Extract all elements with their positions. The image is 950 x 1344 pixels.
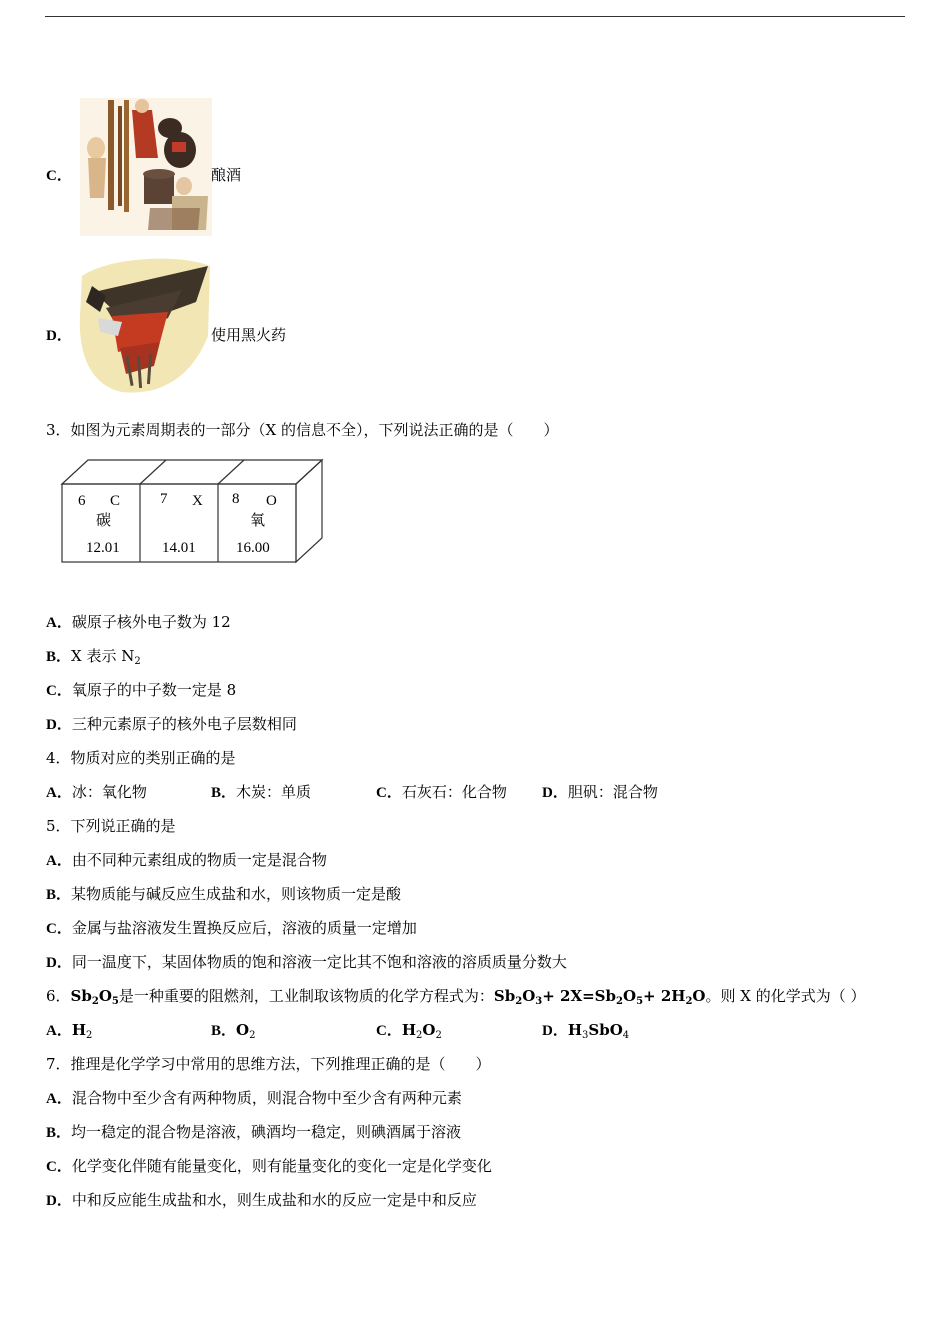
q4-options (46, 782, 658, 803)
q2-option-d-caption: 使用黑火药 (211, 326, 287, 344)
q3-stem: 3．如图为元素周期表的一部分（X 的信息不全），下列说法正确的是（ ） (46, 421, 559, 439)
q3-option-c: C．氧原子的中子数一定是 8 (46, 681, 237, 699)
cell-o-number: 8 (232, 491, 240, 507)
q7-option-b: B．均一稳定的混合物是溶液，碘酒均一稳定，则碘酒属于溶液 (46, 1123, 462, 1141)
cell-c-symbol: C (110, 493, 121, 509)
q4-option-b: B．木炭：单质 (211, 783, 312, 801)
q2-option-c-label: C． (46, 168, 72, 184)
q7-stem: 7．推理是化学学习中常用的思维方法，下列推理正确的是（ ） (46, 1055, 491, 1073)
q3-option-a: A．碳原子核外电子数为 12 (46, 613, 231, 631)
q5-stem: 5．下列说正确的是 (46, 817, 176, 835)
periodic-table-fragment (60, 458, 324, 564)
q3-option-b: B．X 表示 $N_2$ (46, 647, 141, 667)
q4-stem: 4．物质对应的类别正确的是 (46, 749, 236, 767)
cell-o-mass: 16.00 (236, 540, 270, 556)
q6-stem: 6．$Sb_2O_5$是一种重要的阻燃剂，工业制取该物质的化学方程式为：$Sb_2O_3+ 2X=Sb_2O_5+ 2H_2O$。则 X 的化学式为（ ） (46, 987, 866, 1007)
q6-option-a: A．$H_2$ (46, 1021, 93, 1041)
q6-option-d: D．$H_3SbO_4$ (542, 1021, 630, 1041)
q6-option-c: C．$H_2O_2$ (376, 1021, 442, 1041)
q5-option-d: D．同一温度下，某固体物质的饱和溶液一定比其不饱和溶液的溶质质量分数大 (46, 953, 567, 971)
cell-c-number: 6 (78, 493, 86, 509)
q4-option-d: D．胆矾：混合物 (542, 783, 658, 801)
cell-x-symbol: X (192, 493, 203, 509)
q5-option-c: C．金属与盐溶液发生置换反应后，溶液的质量一定增加 (46, 919, 417, 937)
q5-option-a: A．由不同种元素组成的物质一定是混合物 (46, 851, 327, 869)
q7-option-c: C．化学变化伴随有能量变化，则有能量变化的变化一定是化学变化 (46, 1157, 492, 1175)
q6-options (46, 1020, 629, 1046)
q7-option-a: A．混合物中至少含有两种物质，则混合物中至少含有两种元素 (46, 1089, 462, 1107)
cell-c-mass: 12.01 (86, 540, 120, 556)
q2-option-d-label: D． (46, 328, 72, 344)
wine-brewing-illustration (80, 98, 212, 236)
black-powder-rocket-illustration (72, 256, 212, 396)
q4-option-a: A．冰：氧化物 (46, 783, 147, 801)
cell-o-name: 氧 (250, 511, 266, 529)
header-rule (45, 16, 905, 17)
q4-option-c: C．石灰石：化合物 (376, 783, 507, 801)
cell-o-symbol: O (266, 493, 277, 509)
q5-option-b: B．某物质能与碱反应生成盐和水，则该物质一定是酸 (46, 885, 402, 903)
cell-c-name: 碳 (96, 511, 112, 529)
cell-x-mass: 14.01 (162, 540, 196, 556)
q7-option-d: D．中和反应能生成盐和水，则生成盐和水的反应一定是中和反应 (46, 1191, 477, 1209)
q6-option-b: B．$O_2$ (211, 1021, 256, 1041)
q2-option-c-caption: 酿酒 (211, 166, 242, 184)
q3-option-d: D．三种元素原子的核外电子层数相同 (46, 715, 297, 733)
cell-x-number: 7 (160, 491, 168, 507)
